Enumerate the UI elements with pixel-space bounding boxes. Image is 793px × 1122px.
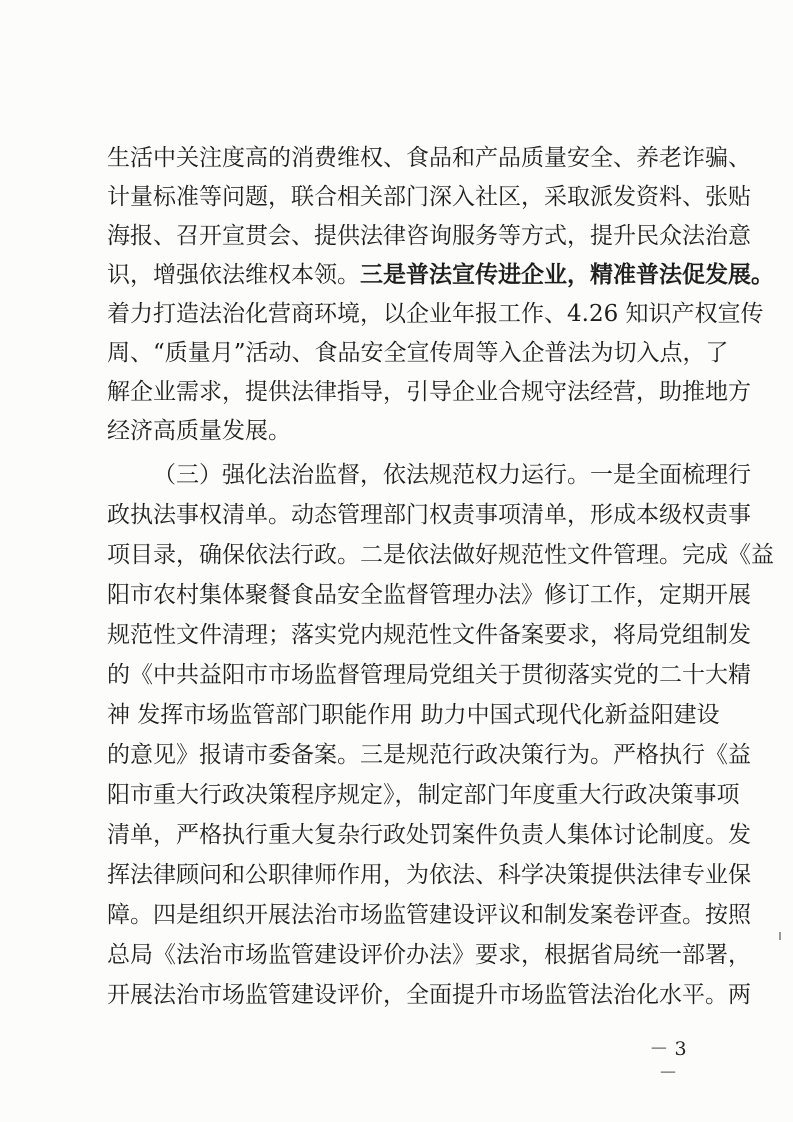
text-line-16: 的意见》报请市委备案。三是规范行政决策行为。严格执行《益 — [107, 742, 751, 768]
text-line-12: 阳市农村集体聚餐食品安全监督管理办法》修订工作，定期开展 — [107, 582, 751, 608]
text-line-3: 海报、召开宣贯会、提供法律咨询服务等方式，提升民众法治意 — [107, 223, 751, 249]
text-line-4-start: 识，增强依法维权本领。 — [107, 262, 360, 288]
text-line-19: 挥法律顾问和公职律师作用，为依法、科学决策提供法律专业保 — [107, 862, 751, 888]
text-line-18: 清单，严格执行重大复杂行政处罚案件负责人集体讨论制度。发 — [107, 822, 751, 848]
text-line-7: 解企业需求，提供法律指导，引导企业合规守法经营，助推地方 — [107, 379, 751, 405]
text-line-14: 的《中共益阳市市场监督管理局党组关于贯彻落实党的二十大精 — [107, 662, 751, 688]
text-line-1: 生活中关注度高的消费维权、食品和产品质量安全、养老诈骗、 — [107, 145, 751, 171]
text-line-6: 周、“质量月”活动、食品安全宣传周等入企普法为切入点，了 — [107, 340, 729, 366]
text-line-8: 经济高质量发展。 — [107, 418, 291, 444]
text-line-22: 开展法治市场监管建设评价，全面提升市场监管法治化水平。两 — [107, 982, 751, 1008]
text-line-4 — [107, 255, 774, 295]
text-line-17: 阳市重大行政决策程序规定》，制定部门年度重大行政决策事项 — [107, 782, 740, 808]
text-line-5: 着力打造法治化营商环境，以企业年报工作、4.26 知识产权宣传 — [107, 301, 764, 327]
text-line-2: 计量标准等问题，联合相关部门深入社区，采取派发资料、张贴 — [107, 184, 751, 210]
scan-mark — [779, 932, 781, 940]
text-line-10: 政执法事权清单。动态管理部门权责事项清单，形成本级权责事 — [107, 502, 751, 528]
text-line-13: 规范性文件清理；落实党内规范性文件备案要求，将局党组制发 — [107, 622, 751, 648]
text-line-15: 神 发挥市场监管部门职能作用 助力中国式现代化新益阳建设 — [107, 702, 720, 728]
text-line-21: 总局《法治市场监管建设评价办法》要求，根据省局统一部署， — [107, 942, 751, 968]
text-line-20: 障。四是组织开展法治市场监管建设评议和制发案卷评查。按照 — [107, 902, 751, 928]
text-line-11: 项目录，确保依法行政。二是依法做好规范性文件管理。完成《益 — [107, 542, 774, 568]
text-line-4-bold: 三是普法宣传进企业，精准普法促发展。 — [360, 261, 774, 288]
page-number: － 3 － — [649, 1038, 687, 1084]
text-line-9-rest: 一是全面梳理行 — [590, 462, 751, 488]
text-line-9-heading: （三）强化法治监督，依法规范权力运行。 — [153, 462, 590, 488]
text-line-9 — [153, 455, 751, 495]
